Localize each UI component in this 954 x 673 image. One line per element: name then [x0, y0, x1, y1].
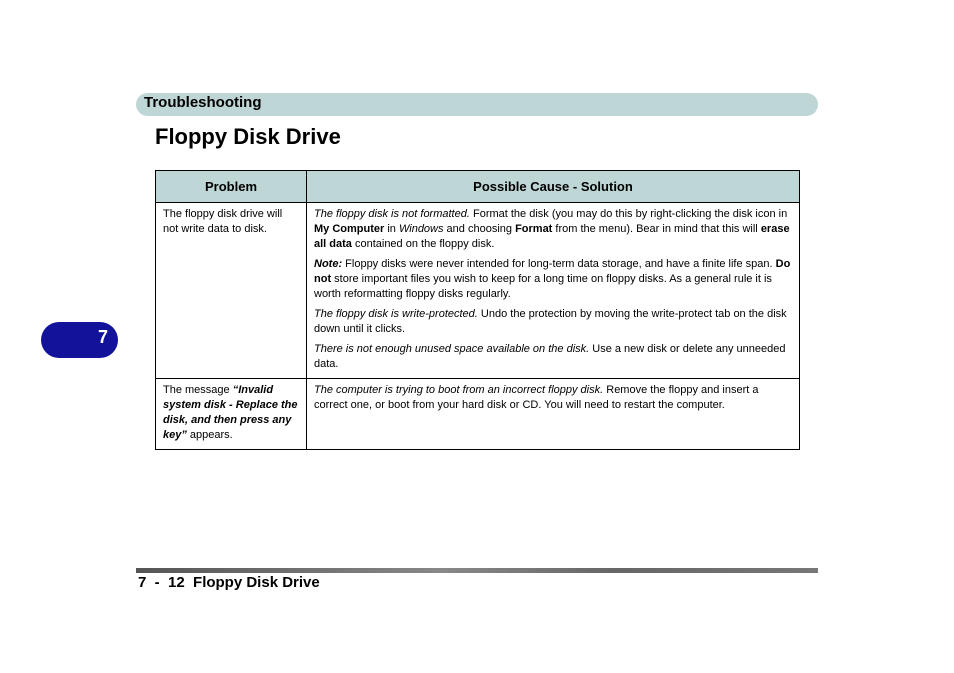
os-name: Windows	[398, 223, 444, 235]
warning-term: erase all data	[314, 223, 790, 250]
solution-text: contained on the floppy disk.	[351, 238, 495, 250]
chapter-number: 7	[97, 327, 108, 347]
solution-paragraph	[314, 342, 792, 372]
cause-text: The computer is trying to boot from an incorrect floppy disk.	[314, 384, 604, 396]
solution-cell	[307, 379, 800, 450]
note-text: store important files you wish to keep for a long time on floppy disks. As a general rule it is worth reformatting floppy disks regularly.	[314, 273, 772, 300]
section-header-label: Troubleshooting	[144, 94, 262, 111]
solution-text: in	[384, 223, 399, 235]
solution-text: Undo the protection by moving the write-protect tab on the disk down until it clicks.	[314, 308, 787, 335]
problem-cell	[156, 379, 307, 450]
problem-text: The floppy disk drive will not write data to disk.	[163, 208, 283, 235]
solution-cell	[307, 203, 800, 379]
note-text: Floppy disks were never intended for long-term data storage, and have a finite life span.	[342, 258, 776, 270]
problem-text: appears.	[186, 429, 233, 441]
section-header-bar	[136, 93, 818, 116]
warning-term: Do not	[314, 258, 791, 285]
cause-text: The floppy disk is write-protected.	[314, 308, 478, 320]
note-label: Note:	[314, 258, 343, 270]
chapter-tab	[41, 322, 118, 358]
table-row	[156, 203, 800, 379]
solution-text: and choosing	[443, 223, 516, 235]
footer-page-reference: 7 - 12 Floppy Disk Drive	[138, 574, 320, 591]
footer-divider	[136, 568, 818, 573]
ui-term: Format	[515, 223, 553, 235]
solution-text: Use a new disk or delete any unneeded data.	[314, 343, 786, 370]
table-row	[156, 379, 800, 450]
cause-text: There is not enough unused space available on the disk.	[314, 343, 590, 355]
table-header-row	[156, 171, 800, 203]
troubleshooting-table	[155, 170, 800, 450]
column-header-solution: Possible Cause - Solution	[307, 171, 800, 203]
solution-text: Format the disk (you may do this by right-clicking the disk icon in	[469, 208, 788, 220]
error-message: “Invalid system disk - Replace the disk, and then press any key”	[163, 384, 298, 441]
solution-text: from the menu). Bear in mind that this will	[552, 223, 761, 235]
problem-cell	[156, 203, 307, 379]
cause-text: The floppy disk is not formatted.	[314, 208, 470, 220]
note-paragraph	[314, 257, 792, 302]
column-header-problem: Problem	[156, 171, 307, 203]
page-title: Floppy Disk Drive	[155, 124, 341, 149]
solution-paragraph	[314, 207, 792, 252]
solution-paragraph	[314, 307, 792, 337]
solution-text: Remove the floppy and insert a correct one, or boot from your hard disk or CD. You will need to restart the computer.	[314, 384, 759, 411]
ui-term: My Computer	[314, 223, 385, 235]
problem-text: The message	[163, 384, 233, 396]
solution-paragraph	[314, 383, 792, 413]
